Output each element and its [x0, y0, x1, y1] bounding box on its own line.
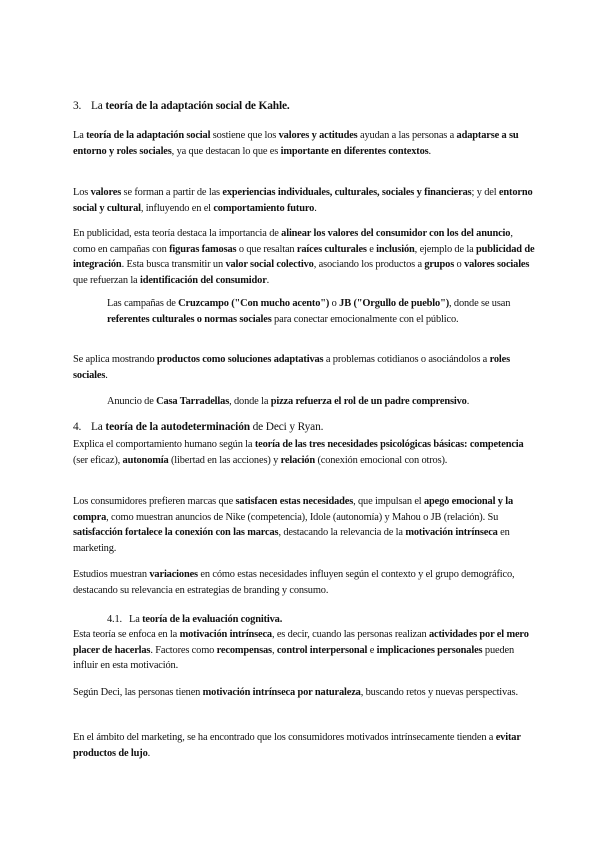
body-text: , influyendo en el [140, 202, 214, 214]
bold-text: variaciones [149, 569, 198, 580]
bold-text: recompensas [216, 644, 272, 656]
paragraph-advertising-integration [73, 226, 535, 288]
bold-text: referentes culturales o normas sociales [107, 313, 272, 325]
body-text: , [271, 644, 277, 656]
body-text: . [428, 145, 431, 157]
paragraph-three-needs [73, 437, 535, 468]
body-text: Se aplica mostrando [73, 354, 157, 365]
body-text: o [454, 259, 465, 271]
bold-text: motivación intrínseca [179, 629, 272, 640]
bold-text: apego emocional y la compra [73, 496, 514, 523]
paragraph-adaptation-definition [73, 128, 535, 159]
heading-number: 3. [73, 100, 82, 112]
body-text: , donde se usan [449, 298, 511, 309]
bold-text: valores sociales [464, 259, 530, 271]
bold-text: satisfacen estas necesidades [235, 496, 354, 507]
body-text: ; y del [471, 187, 499, 198]
body-text: sostiene que los [210, 130, 279, 141]
bold-text: productos como soluciones adaptativas [156, 354, 324, 365]
body-text: , ya que destacan lo que es [171, 145, 281, 157]
bold-text: adaptarse a su entorno y roles sociales [73, 130, 519, 157]
example-casa-tarradellas [107, 394, 527, 410]
paragraph-values-origin [73, 185, 535, 216]
body-text: La [129, 614, 143, 625]
heading-section-3 [73, 99, 535, 115]
body-text: , como en campañas con [73, 228, 513, 255]
body-text: se forman a partir de las [121, 187, 223, 198]
body-text: Las campañas de [107, 298, 179, 309]
body-text: e [366, 243, 377, 255]
heading-section-4-1 [107, 612, 569, 628]
body-text: . Factores como [150, 644, 217, 656]
paragraph-intrinsic-motivation [73, 627, 535, 674]
bold-text: grupos [424, 259, 455, 271]
body-text: (libertad en las acciones) y [168, 454, 281, 466]
body-text: en cómo estas necesidades influyen según el contexto y el grupo demográfico, destacando su relevancia en estrategias de branding y consumo. [73, 569, 515, 596]
example-campaigns [107, 296, 527, 327]
body-text: a problemas cotidianos o asociándolos a [323, 354, 490, 365]
bold-text: identificación del consumidor [139, 274, 267, 286]
bold-text: alinear los valores del consumidor con los del anuncio [281, 228, 511, 239]
body-text: En publicidad, esta teoría destaca la importancia de [73, 228, 282, 239]
bold-text: teoría de la adaptación social [86, 130, 211, 141]
bold-text: teoría de la evaluación cognitiva. [142, 614, 283, 625]
bold-text: motivación intrínseca [405, 527, 498, 539]
body-text: , es decir, cuando las personas realizan [271, 629, 429, 640]
body-text: , ejemplo de la [414, 243, 477, 255]
bold-text: control interpersonal [276, 644, 368, 656]
body-text: , donde la [229, 396, 271, 407]
body-text: . Esta busca transmitir un [121, 259, 226, 271]
body-text: (conexión emocional con otros). [315, 454, 448, 466]
bold-text: figuras famosas [169, 243, 237, 255]
bold-text: teoría de la autodeterminación [105, 421, 250, 433]
bold-text: Cruzcampo ("Con mucho acento") [178, 298, 330, 309]
body-text: , buscando retos y nuevas perspectivas. [360, 687, 518, 698]
body-text: ayudan a las personas a [357, 130, 457, 141]
body-text: . [105, 369, 108, 381]
body-text: Esta teoría se enfoca en la [73, 629, 180, 640]
bold-text: evitar productos de lujo [73, 732, 521, 759]
heading-section-4 [73, 420, 535, 436]
paragraph-deci [73, 685, 535, 701]
bold-text: implicaciones personales [376, 644, 483, 656]
bold-text: teoría de las tres necesidades psicológicas básicas: [254, 439, 468, 450]
bold-text: actividades por el mero placer de hacerlas [73, 629, 529, 656]
body-text: Anuncio de [107, 396, 157, 407]
body-text: Según Deci, las personas tienen [73, 687, 203, 698]
body-text: Explica el comportamiento humano según la [73, 439, 255, 450]
body-text: , como muestran anuncios de Nike (competencia), Idole (autonomía) y Mahou o JB (relación). Su [106, 511, 499, 523]
body-text: . [466, 396, 470, 407]
bold-text: inclusión [376, 243, 415, 255]
bold-text: comportamiento futuro [213, 202, 315, 214]
body-text: Estudios muestran [73, 569, 150, 580]
body-text: . [266, 274, 270, 286]
bold-text: roles sociales [73, 354, 510, 381]
body-text: , destacando la relevancia de la [278, 527, 406, 539]
paragraph-application [73, 352, 535, 383]
bold-text: pizza refuerza el rol de un padre comprensivo [270, 396, 467, 407]
body-text: Los [73, 187, 91, 198]
bold-text: competencia [469, 439, 524, 450]
body-text: , que impulsan el [353, 496, 424, 507]
bold-text: Casa Tarradellas [156, 396, 230, 407]
body-text: Los consumidores prefieren marcas que [73, 496, 236, 507]
body-text: para conectar emocionalmente con el público. [271, 313, 459, 325]
body-text: que refuerzan la [73, 274, 140, 286]
bold-text: experiencias individuales, culturales, sociales y financieras [222, 187, 472, 198]
body-text: La [73, 130, 87, 141]
body-text: o que resaltan [236, 243, 297, 255]
bold-text: valor social colectivo [225, 259, 314, 271]
bold-text: relación [280, 454, 315, 466]
bold-text: autonomía [122, 454, 169, 466]
paragraph-marketing-luxury [73, 730, 535, 761]
body-text: de Deci y Ryan. [249, 421, 324, 433]
body-text: e [367, 644, 377, 656]
heading-number: 4. [73, 421, 82, 433]
body-text: En el ámbito del marketing, se ha encontrado que los consumidores motivados intrínsecamente tienden a [73, 732, 496, 743]
bold-text: entorno social y cultural [73, 187, 533, 214]
body-text: (ser eficaz), [73, 454, 123, 466]
bold-text: JB ("Orgullo de pueblo") [339, 298, 450, 309]
body-text: . [314, 202, 317, 214]
body-text: pueden influir en esta motivación. [73, 644, 515, 672]
bold-text: valores y actitudes [278, 130, 358, 141]
bold-text: raíces culturales [296, 243, 367, 255]
body-text: La [91, 100, 106, 112]
bold-text: valores [90, 187, 122, 198]
bold-text: motivación intrínseca por naturaleza [202, 687, 361, 698]
paragraph-variations [73, 567, 535, 598]
body-text: o [329, 298, 340, 309]
body-text: , asociando los productos a [313, 259, 425, 271]
bold-text: importante en diferentes contextos [280, 145, 429, 157]
bold-text: satisfacción fortalece la conexión con las marcas [73, 527, 279, 539]
bold-text: teoría de la adaptación social de Kahle. [105, 100, 290, 112]
heading-number: 4.1. [107, 614, 122, 625]
paragraph-consumer-preferences [73, 494, 535, 556]
bold-text: publicidad de integración [73, 243, 535, 271]
body-text: La [91, 421, 106, 433]
body-text: . [147, 747, 151, 759]
body-text: en marketing. [73, 527, 510, 554]
